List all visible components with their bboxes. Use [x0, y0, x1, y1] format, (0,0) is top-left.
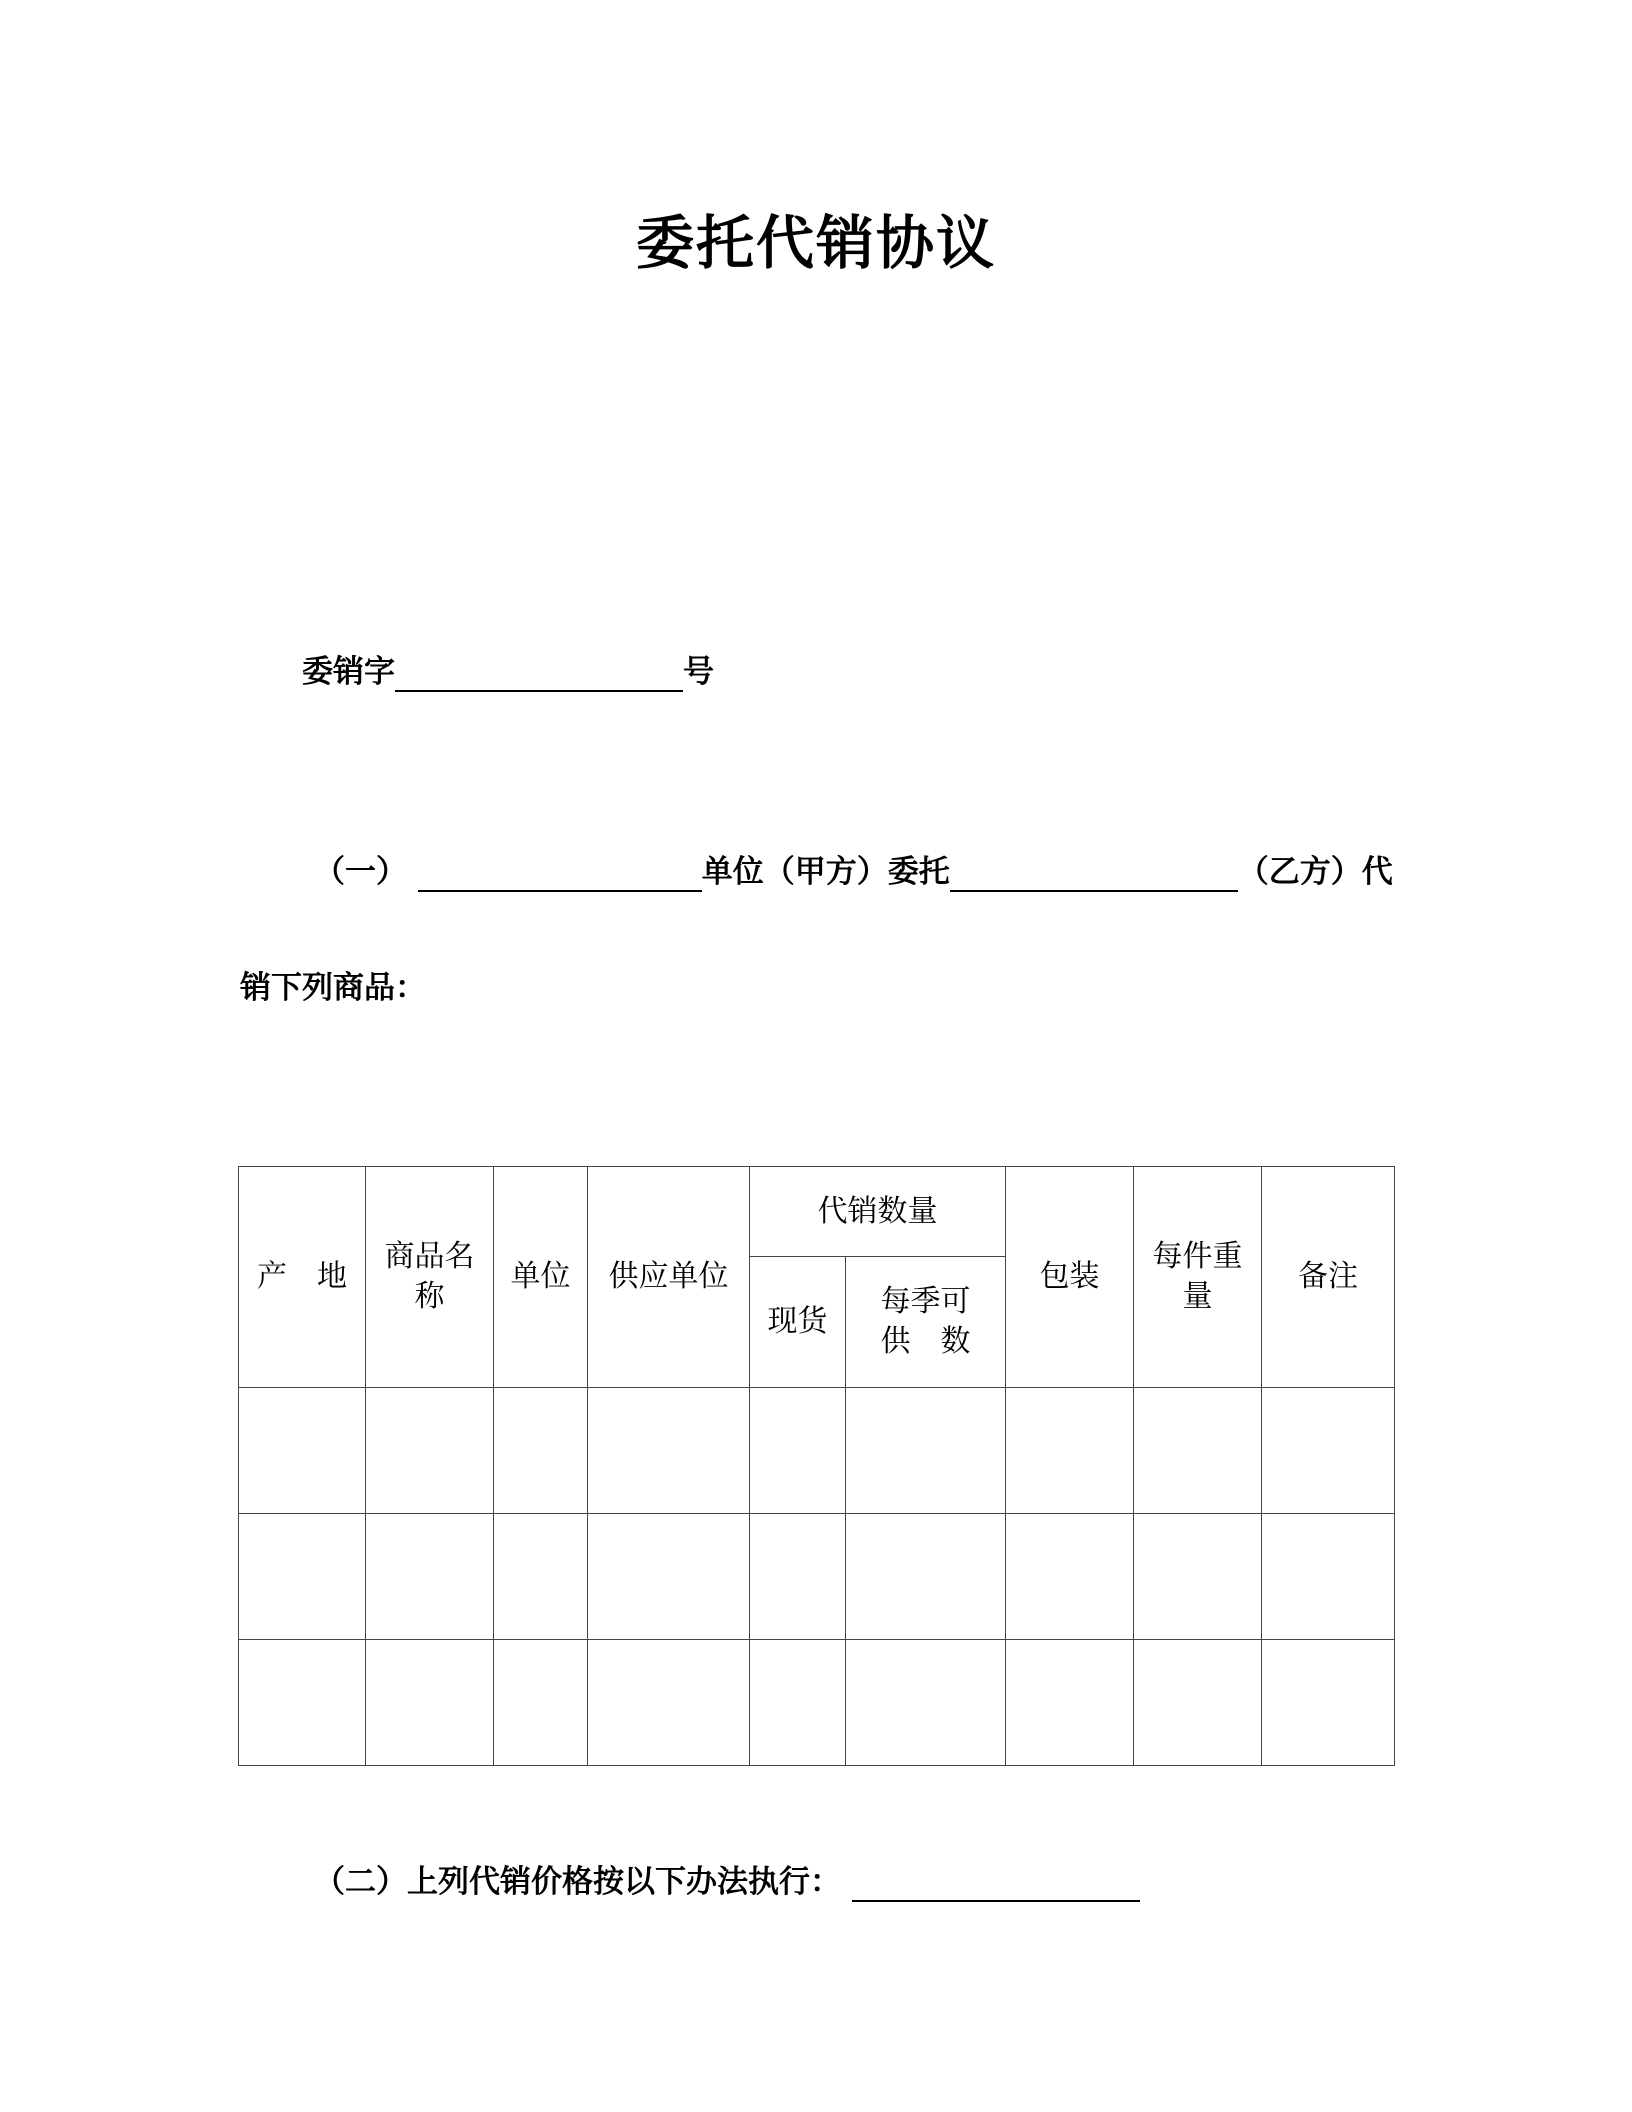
clause-1-line	[314, 852, 1393, 892]
clause-1-label: （一）	[314, 854, 407, 890]
party-a-blank[interactable]	[418, 856, 702, 892]
table-cell[interactable]	[1006, 1640, 1134, 1766]
table-cell[interactable]	[588, 1640, 750, 1766]
header-origin: 产 地	[239, 1167, 366, 1388]
table-cell[interactable]	[366, 1640, 494, 1766]
reference-number-line	[302, 652, 714, 692]
table-cell[interactable]	[1262, 1514, 1395, 1640]
table-row	[239, 1514, 1395, 1640]
table-cell[interactable]	[366, 1388, 494, 1514]
table-cell[interactable]	[239, 1514, 366, 1640]
table-cell[interactable]	[846, 1388, 1006, 1514]
clause-2-text: （二）上列代销价格按以下办法执行：	[314, 1864, 841, 1900]
clause-1-continuation: 销下列商品：	[240, 970, 426, 1006]
clause-1-text-b: （乙方）代	[1237, 854, 1393, 890]
table-cell[interactable]	[1134, 1640, 1262, 1766]
reference-prefix: 委销字	[302, 654, 395, 690]
reference-number-blank[interactable]	[395, 656, 683, 692]
goods-table	[238, 1166, 1395, 1766]
table-cell[interactable]	[750, 1640, 846, 1766]
table-cell[interactable]	[1262, 1388, 1395, 1514]
table-cell[interactable]	[494, 1388, 588, 1514]
table-cell[interactable]	[239, 1388, 366, 1514]
header-supplier: 供应单位	[588, 1167, 750, 1388]
document-title: 委托代销协议	[635, 209, 996, 277]
table-cell[interactable]	[1262, 1640, 1395, 1766]
table-cell[interactable]	[750, 1514, 846, 1640]
clause-2-line	[314, 1862, 1140, 1902]
header-unit: 单位	[494, 1167, 588, 1388]
table-row	[239, 1388, 1395, 1514]
header-remarks: 备注	[1262, 1167, 1395, 1388]
table-cell[interactable]	[846, 1514, 1006, 1640]
reference-suffix: 号	[683, 654, 714, 690]
header-packaging: 包装	[1006, 1167, 1134, 1388]
table-row	[239, 1640, 1395, 1766]
header-quarterly-supply: 每季可供 数	[846, 1257, 1006, 1388]
table-cell[interactable]	[494, 1640, 588, 1766]
table-cell[interactable]	[494, 1514, 588, 1640]
table-cell[interactable]	[1006, 1388, 1134, 1514]
clause-1-text-a: 单位（甲方）委托	[701, 854, 950, 890]
table-cell[interactable]	[846, 1640, 1006, 1766]
table-cell[interactable]	[239, 1640, 366, 1766]
header-unit-weight: 每件重量	[1134, 1167, 1262, 1388]
table-cell[interactable]	[588, 1514, 750, 1640]
header-consign-qty: 代销数量	[750, 1167, 1006, 1257]
table-cell[interactable]	[1134, 1514, 1262, 1640]
party-b-blank[interactable]	[950, 856, 1238, 892]
header-product-name: 商品名称	[366, 1167, 494, 1388]
table-cell[interactable]	[588, 1388, 750, 1514]
table-cell[interactable]	[366, 1514, 494, 1640]
table-cell[interactable]	[1134, 1388, 1262, 1514]
header-in-stock: 现货	[750, 1257, 846, 1388]
table-cell[interactable]	[750, 1388, 846, 1514]
table-cell[interactable]	[1006, 1514, 1134, 1640]
pricing-method-blank[interactable]	[852, 1866, 1140, 1902]
